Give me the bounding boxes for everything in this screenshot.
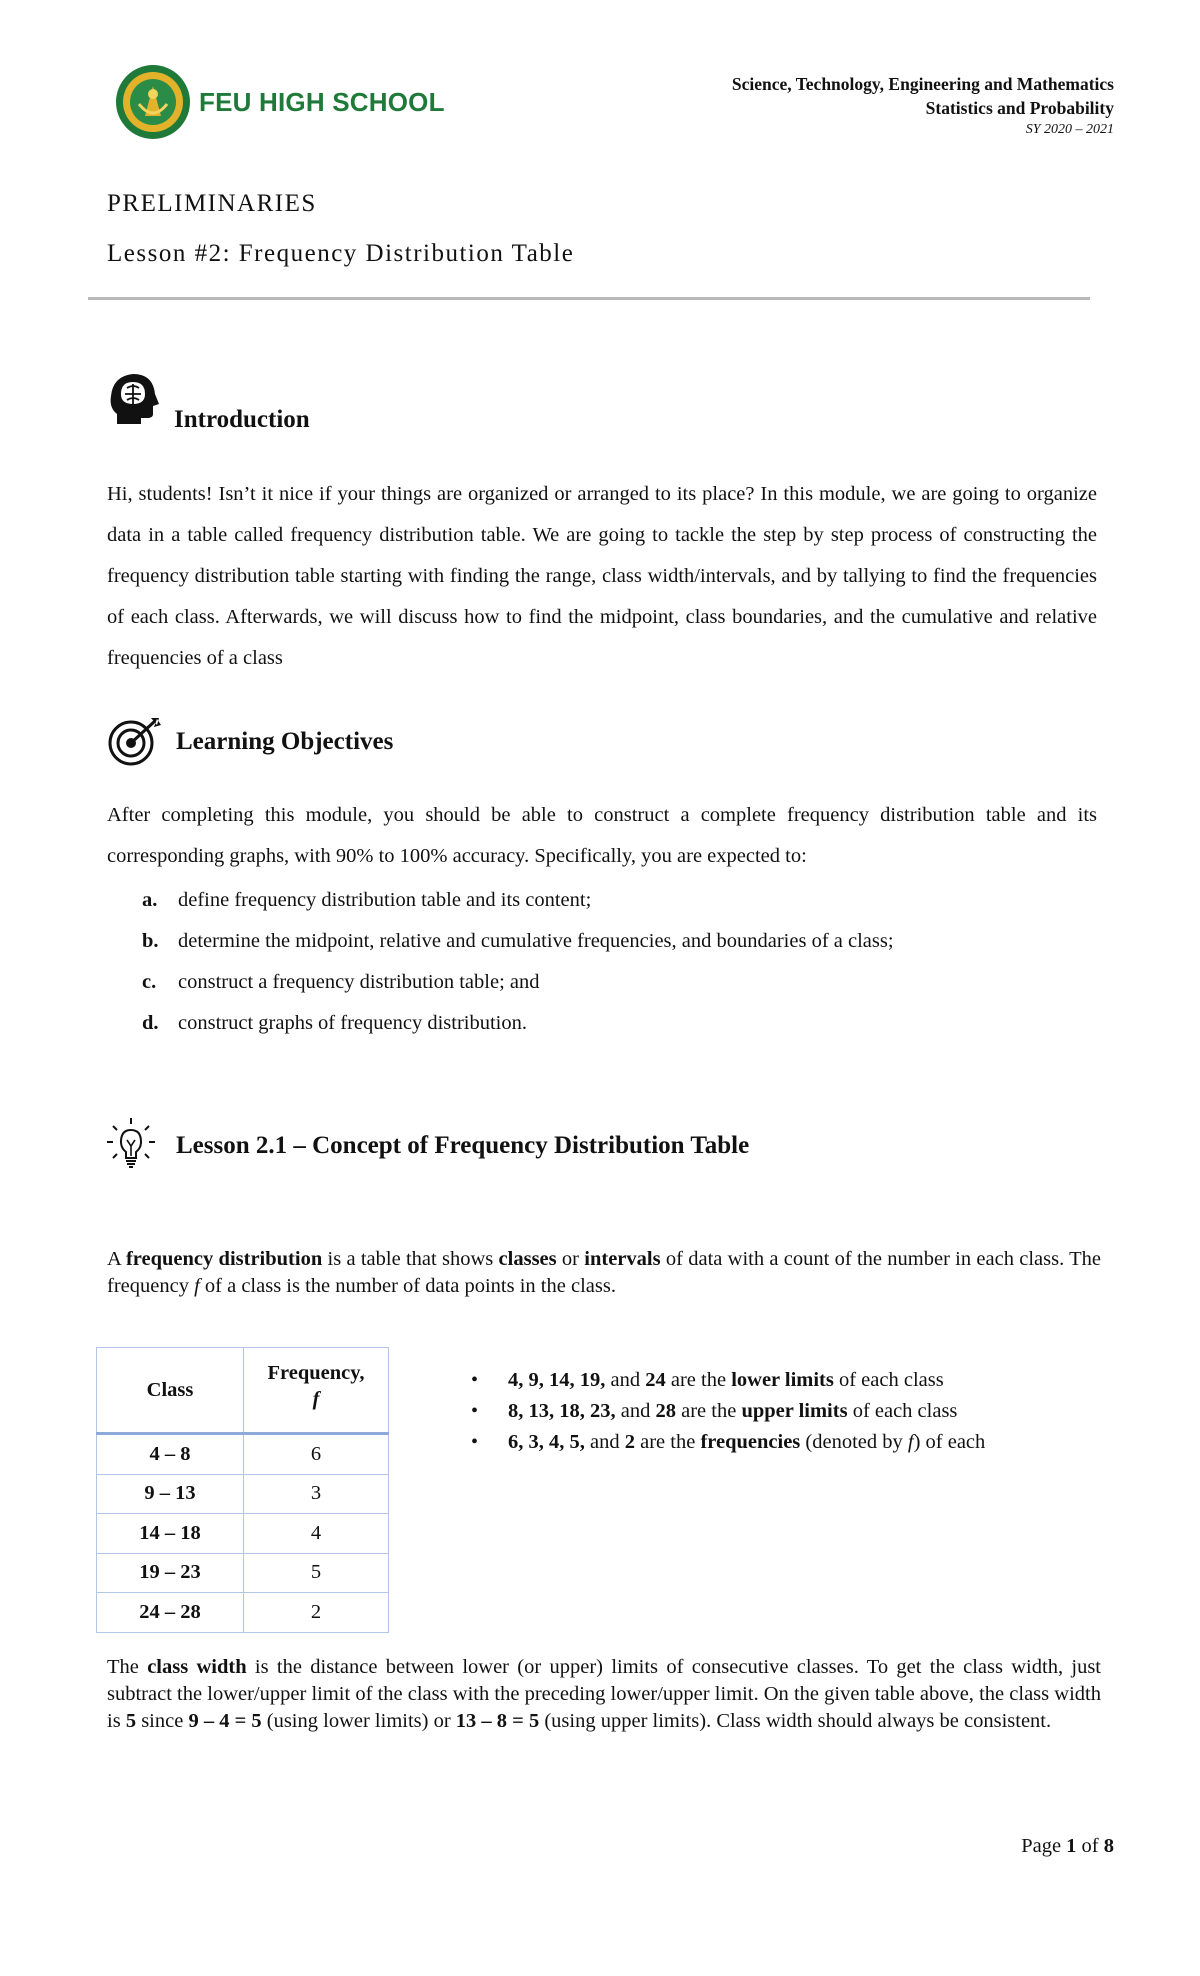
title-divider [88, 297, 1090, 300]
lesson-title: Lesson #2: Frequency Distribution Table [107, 240, 575, 267]
target-icon [107, 715, 163, 767]
list-item: • 6, 3, 4, 5, and 2 are the frequencies (denoted by f) of each [468, 1427, 1108, 1458]
frequency-column-header: Frequency, f [244, 1348, 389, 1434]
table-row: 4 – 8 6 [97, 1434, 389, 1475]
term-title: PRELIMINARIES [107, 190, 317, 217]
page-number: Page 1 of 8 [1021, 1835, 1114, 1857]
list-item: d. construct graphs of frequency distribution. [142, 1012, 527, 1034]
objectives-list [107, 880, 1097, 1044]
class-column-header: Class [97, 1348, 244, 1434]
objectives-intro-text: After completing this module, you should be able to construct a complete frequency distribution table and its corresponding graphs, with 90% to 100% accuracy. Specifically, you are expected to: [107, 804, 1097, 867]
frequency-distribution-definition: A frequency distribution is a table that shows classes or intervals of data with a count of the number in each class. The frequency f of a class is the number of data points in the class. [107, 1248, 1101, 1297]
class-width-paragraph: The class width is the distance between lower (or upper) limits of consecutive classes. To get the class width, just subtract the lower/upper limit of the class with the preceding lower/upper limit. On the given table above, the class width is 5 since 9 – 4 = 5 (using lower limits) or 13 – 8 = 5 (using upper limits). Class width should always be consistent. [107, 1656, 1101, 1732]
introduction-heading: Introduction [174, 406, 310, 433]
list-item: c. construct a frequency distribution table; and [142, 971, 540, 993]
list-item: • 4, 9, 14, 19, and 24 are the lower limits of each class [468, 1365, 1108, 1396]
header-subject: Statistics and Probability [925, 98, 1114, 118]
brain-head-icon [107, 370, 159, 428]
list-item: • 8, 13, 18, 23, and 28 are the upper limits of each class [468, 1396, 1108, 1427]
table-header-row [97, 1348, 389, 1434]
list-item: a. define frequency distribution table and its content; [142, 889, 592, 911]
table-row: 14 – 18 4 [97, 1514, 389, 1554]
lightbulb-icon [107, 1116, 155, 1170]
header-strand: Science, Technology, Engineering and Mathematics [731, 74, 1114, 94]
limits-bullet-list [468, 1365, 1108, 1458]
lesson-2-1-heading: Lesson 2.1 – Concept of Frequency Distribution Table [176, 1132, 750, 1159]
school-logo-block [115, 54, 445, 150]
header-school-year: SY 2020 – 2021 [1025, 122, 1114, 137]
introduction-text: Hi, students! Isn’t it nice if your things are organized or arranged to its place? In this module, we are going to organize data in a table called frequency distribution table. We are going to tackle the step by step process of constructing the frequency distribution table starting with finding the range, class width/intervals, and by tallying to find the frequencies of each class. Afterwards, we will discuss how to find the midpoint, class boundaries, and the cumulative and relative frequencies of a class [107, 483, 1097, 669]
table-row: 24 – 28 2 [97, 1593, 389, 1633]
frequency-table [96, 1347, 389, 1633]
header-course-info [732, 72, 1114, 140]
school-name: FEU HIGH SCHOOL [199, 86, 445, 117]
table-row: 9 – 13 3 [97, 1474, 389, 1514]
list-item: b. determine the midpoint, relative and cumulative frequencies, and boundaries of a class; [142, 930, 894, 952]
school-seal-logo [115, 64, 191, 140]
learning-objectives-heading: Learning Objectives [176, 728, 394, 755]
table-row: 19 – 23 5 [97, 1553, 389, 1593]
